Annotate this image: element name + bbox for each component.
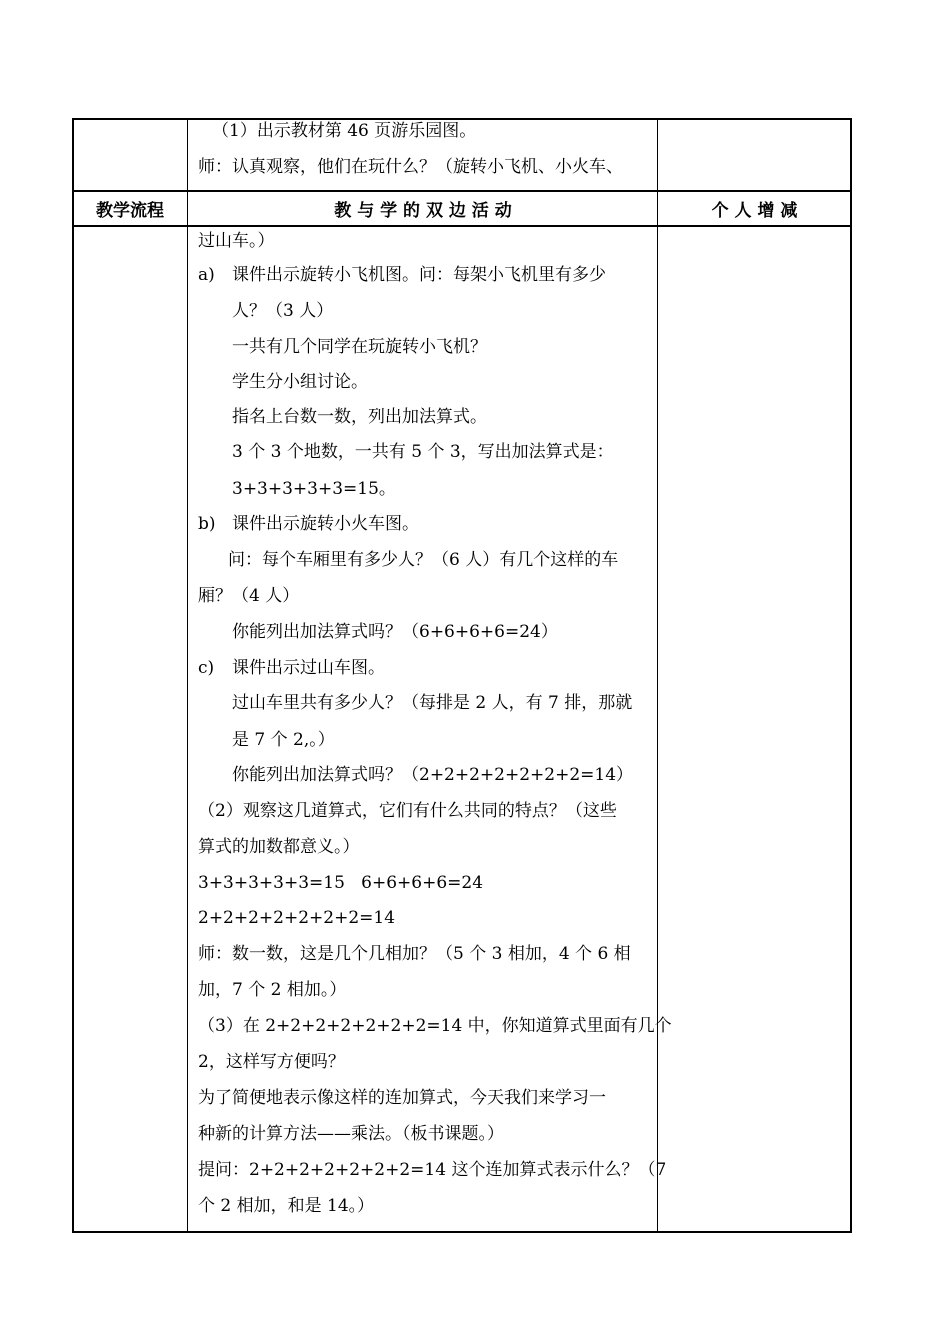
header-teaching-process: 教学流程	[96, 201, 164, 221]
text-line: 加，7 个 2 相加。）	[198, 980, 347, 1000]
table-border-top	[72, 118, 852, 120]
text-line: 课件出示过山车图。	[232, 658, 385, 678]
text-line: 问：每个车厢里有多少人？（6 人）有几个这样的车	[228, 550, 619, 570]
text-line: 过山车。）	[198, 231, 275, 251]
text-line: 2+2+2+2+2+2+2=14	[198, 908, 396, 928]
text-line: 2，这样写方便吗？	[198, 1052, 345, 1072]
text-line: 一共有几个同学在玩旋转小飞机？	[232, 337, 487, 357]
table-border-left	[72, 118, 74, 1233]
text-line: （2）观察这几道算式，它们有什么共同的特点？（这些	[198, 801, 617, 821]
text-line: 是 7 个 2,。）	[232, 730, 335, 750]
text-line: 种新的计算方法——乘法。（板书课题。）	[198, 1124, 504, 1144]
list-marker-b: b)	[198, 514, 216, 534]
text-line: 个 2 相加，和是 14。）	[198, 1196, 375, 1216]
text-line: 3+3+3+3+3=15 6+6+6+6=24	[198, 873, 484, 893]
text-line: 算式的加数都意义。）	[198, 837, 360, 857]
text-line: 过山车里共有多少人？（每排是 2 人，有 7 排，那就	[232, 693, 633, 713]
lesson-plan-table	[72, 118, 852, 1233]
text-line: 提问：2+2+2+2+2+2+2=14 这个连加算式表示什么？（7	[198, 1160, 667, 1180]
text-line: 3+3+3+3+3=15。	[232, 479, 396, 499]
text-line: 人？（3 人）	[232, 301, 334, 321]
text-line: 课件出示旋转小飞机图。问：每架小飞机里有多少	[232, 265, 606, 285]
table-border-bottom	[72, 1231, 852, 1233]
text-line: 师：数一数，这是几个几相加？（5 个 3 相加，4 个 6 相	[198, 944, 631, 964]
text-line: 为了简便地表示像这样的连加算式，今天我们来学习一	[198, 1088, 606, 1108]
text-line: 厢？（4 人）	[198, 586, 300, 606]
text-line: 课件出示旋转小火车图。	[232, 514, 419, 534]
text-line: 你能列出加法算式吗？（2+2+2+2+2+2+2=14）	[232, 765, 634, 785]
text-line: （3）在 2+2+2+2+2+2+2=14 中，你知道算式里面有几个	[198, 1016, 672, 1036]
header-teaching-activities: 教 与 学 的 双 边 活 动	[334, 201, 512, 221]
table-border-right	[850, 118, 852, 1233]
text-line: 学生分小组讨论。	[232, 372, 368, 392]
header-personal-adjustments: 个 人 增 减	[711, 201, 798, 221]
column-divider-2	[657, 118, 658, 1233]
list-marker-a: a)	[198, 265, 215, 285]
text-line: 3 个 3 个地数，一共有 5 个 3，写出加法算式是：	[232, 442, 614, 462]
text-line: 指名上台数一数，列出加法算式。	[232, 407, 487, 427]
column-divider-1	[187, 118, 188, 1233]
text-line: 你能列出加法算式吗？（6+6+6+6=24）	[232, 622, 558, 642]
list-marker-c: c)	[198, 658, 215, 678]
text-line: 师：认真观察，他们在玩什么？（旋转小飞机、小火车、	[198, 157, 623, 177]
text-line: （1）出示教材第 46 页游乐园图。	[212, 121, 477, 141]
